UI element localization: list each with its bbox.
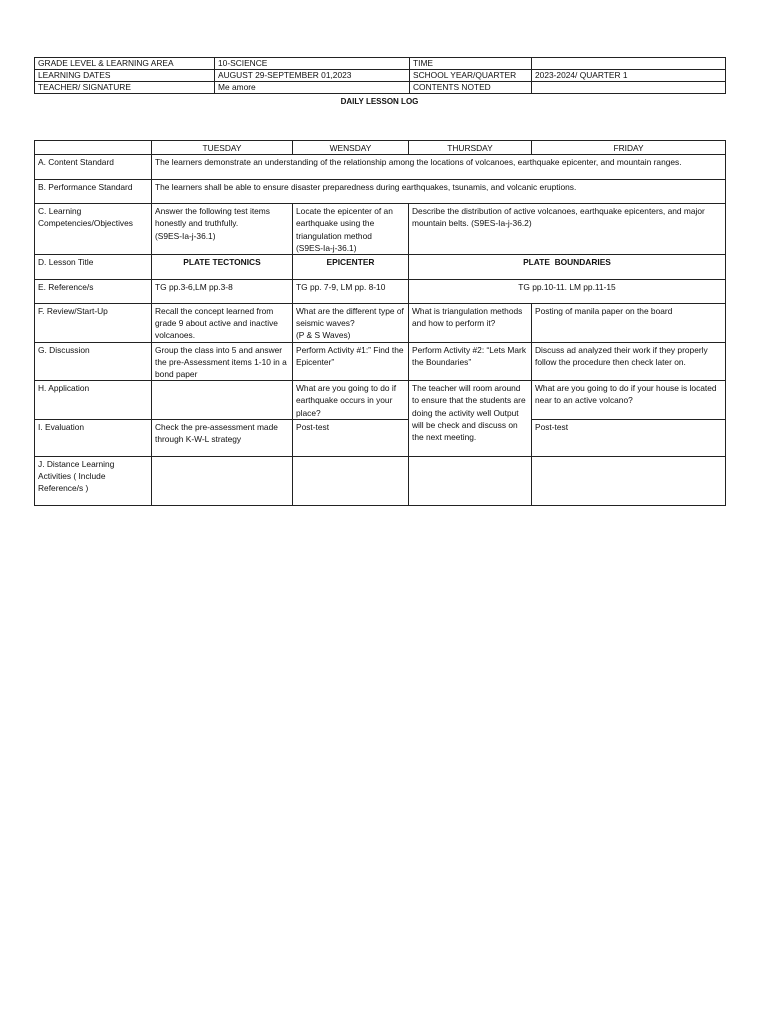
row-label: C. Learning Competencies/Objectives: [35, 204, 152, 255]
learning-dates-label: LEARNING DATES: [35, 70, 215, 82]
row-label: H. Application: [35, 381, 152, 420]
school-year-label: SCHOOL YEAR/QUARTER: [410, 70, 532, 82]
teacher-label: TEACHER/ SIGNATURE: [35, 82, 215, 94]
discussion-thursday: Perform Activity #2: “Lets Mark the Boundaries”: [409, 342, 532, 381]
competency-tuesday: Answer the following test items honestly and truthfully. (S9ES-Ia-j-36.1): [152, 204, 293, 255]
row-performance-standard: [35, 180, 726, 204]
day-header-tuesday: TUESDAY: [152, 141, 293, 155]
row-label: B. Performance Standard: [35, 180, 152, 204]
reference-tuesday: TG pp.3-6,LM pp.3-8: [152, 280, 293, 304]
review-thursday: What is triangulation methods and how to perform it?: [409, 304, 532, 343]
time-value: [532, 58, 726, 70]
application-tuesday: [152, 381, 293, 420]
row-label: E. Reference/s: [35, 280, 152, 304]
evaluation-wednesday: Post-test: [293, 419, 409, 456]
daily-lesson-log-table: [34, 140, 726, 506]
day-header-thursday: THURSDAY: [409, 141, 532, 155]
grade-level-label: GRADE LEVEL & LEARNING AREA: [35, 58, 215, 70]
row-label: I. Evaluation: [35, 419, 152, 456]
lesson-title-tuesday: PLATE TECTONICS: [152, 255, 293, 280]
row-label: F. Review/Start-Up: [35, 304, 152, 343]
distance-wednesday: [293, 456, 409, 505]
grade-level-value: 10-SCIENCE: [215, 58, 410, 70]
header-row-dates: [35, 70, 726, 82]
lesson-title-wednesday: EPICENTER: [293, 255, 409, 280]
application-friday: What are you going to do if your house is located near to an active volcano?: [532, 381, 726, 420]
days-header-row: [35, 141, 726, 155]
review-friday: Posting of manila paper on the board: [532, 304, 726, 343]
lesson-title-thursday-friday: PLATE BOUNDARIES: [409, 255, 726, 280]
row-content-standard: [35, 155, 726, 180]
discussion-tuesday: Group the class into 5 and answer the pre-Assessment items 1-10 in a bond paper: [152, 342, 293, 381]
review-wednesday: What are the different type of seismic waves? (P & S Waves): [293, 304, 409, 343]
document-title: DAILY LESSON LOG: [340, 97, 419, 106]
content-standard-text: The learners demonstrate an understanding of the relationship among the locations of volcanoes, earthquake epicenter, and mountain ranges.: [152, 155, 726, 180]
time-label: TIME: [410, 58, 532, 70]
row-distance-learning: [35, 456, 726, 505]
header-row-teacher: [35, 82, 726, 94]
competency-thursday-friday: Describe the distribution of active volcanoes, earthquake epicenters, and major mountain belts. (S9ES-Ia-j-36.2): [409, 204, 726, 255]
contents-noted-label: CONTENTS NOTED: [410, 82, 532, 94]
performance-standard-text: The learners shall be able to ensure disaster preparedness during earthquakes, tsunamis, and volcanic eruptions.: [152, 180, 726, 204]
learning-dates-value: AUGUST 29-SEPTEMBER 01,2023: [215, 70, 410, 82]
discussion-wednesday: Perform Activity #1:” Find the Epicenter”: [293, 342, 409, 381]
application-evaluation-thursday: The teacher will room around to ensure that the students are doing the activity well Output will be check and discuss on the next meeting.: [409, 381, 532, 457]
reference-wednesday: TG pp. 7-9, LM pp. 8-10: [293, 280, 409, 304]
row-review: [35, 304, 726, 343]
distance-friday: [532, 456, 726, 505]
reference-thursday-friday: TG pp.10-11. LM pp.11-15: [409, 280, 726, 304]
contents-noted-value: [532, 82, 726, 94]
day-header-friday: FRIDAY: [532, 141, 726, 155]
school-year-value: 2023-2024/ QUARTER 1: [532, 70, 726, 82]
row-label: G. Discussion: [35, 342, 152, 381]
distance-thursday: [409, 456, 532, 505]
teacher-value: Me amore: [215, 82, 410, 94]
distance-tuesday: [152, 456, 293, 505]
row-competencies: [35, 204, 726, 255]
application-wednesday: What are you going to do if earthquake occurs in your place?: [293, 381, 409, 420]
row-discussion: [35, 342, 726, 381]
row-evaluation: [35, 419, 726, 456]
row-lesson-title: [35, 255, 726, 280]
row-label: J. Distance Learning Activities ( Include Reference/s ): [35, 456, 152, 505]
row-label: D. Lesson Title: [35, 255, 152, 280]
evaluation-tuesday: Check the pre-assessment made through K-W-L strategy: [152, 419, 293, 456]
corner-cell: [35, 141, 152, 155]
competency-wednesday: Locate the epicenter of an earthquake using the triangulation method (S9ES-Ia-j-36.1): [293, 204, 409, 255]
evaluation-friday: Post-test: [532, 419, 726, 456]
header-info-table: [34, 57, 726, 94]
row-references: [35, 280, 726, 304]
discussion-friday: Discuss ad analyzed their work if they properly follow the procedure then check later on.: [532, 342, 726, 381]
review-tuesday: Recall the concept learned from grade 9 about active and inactive volcanoes.: [152, 304, 293, 343]
row-label: A. Content Standard: [35, 155, 152, 180]
header-row-grade: [35, 58, 726, 70]
row-application: [35, 381, 726, 420]
day-header-wednesday: WENSDAY: [293, 141, 409, 155]
